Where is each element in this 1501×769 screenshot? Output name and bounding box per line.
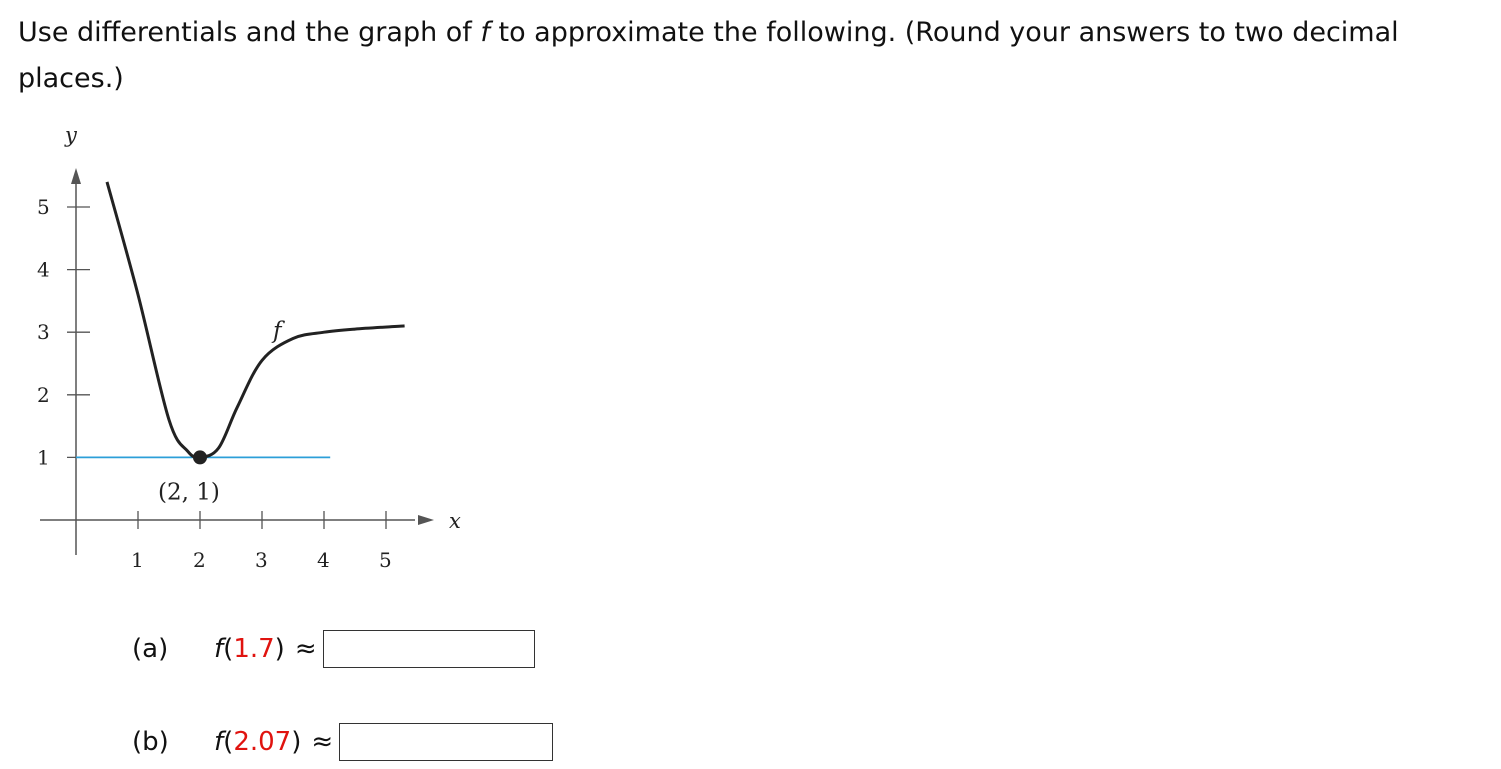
function-curve	[107, 182, 405, 458]
y-axis-arrow	[71, 168, 81, 184]
question-a-part-label: (a)	[132, 634, 169, 664]
problem-statement	[18, 10, 1493, 102]
question-a-close-paren: )	[274, 634, 285, 664]
question-b-close-paren: )	[291, 727, 302, 757]
x-axis-arrow	[418, 515, 434, 525]
question-a-open-paren: (	[223, 634, 234, 664]
y-tick-label: 4	[37, 257, 50, 282]
x-axis-label: x	[449, 509, 461, 533]
problem-function-name: f	[480, 17, 490, 48]
question-b-approx-symbol: ≈	[311, 727, 334, 757]
ticks	[67, 207, 386, 529]
question-b-open-paren: (	[223, 727, 234, 757]
x-tick-label: 1	[131, 548, 144, 572]
problem-text-after: to approximate the following. (Round your answers to two decimal places.)	[18, 17, 1399, 94]
y-tick-label: 3	[37, 320, 50, 345]
x-tick-label: 2	[193, 548, 206, 572]
question-a-argument: 1.7	[233, 634, 275, 664]
y-axis-label: y	[65, 123, 77, 147]
question-a-approx-symbol: ≈	[294, 634, 317, 664]
function-graph	[0, 110, 480, 590]
point-marker	[193, 450, 207, 464]
y-tick-label: 5	[37, 195, 50, 219]
y-tick-label: 1	[37, 445, 50, 470]
answer-input-a[interactable]	[323, 630, 535, 668]
answer-input-b[interactable]	[339, 723, 553, 761]
curve-layer	[107, 182, 405, 464]
x-tick-label: 4	[317, 548, 330, 572]
question-a	[132, 628, 535, 670]
labels-layer	[37, 123, 461, 572]
problem-text-before: Use differentials and the graph of	[18, 17, 481, 48]
x-tick-label: 3	[255, 548, 268, 572]
point-label: (2, 1)	[158, 479, 220, 506]
question-a-function: f	[214, 634, 224, 664]
axes	[40, 168, 434, 555]
question-b-part-label: (b)	[132, 727, 169, 757]
curve-label: f	[273, 318, 282, 344]
question-b	[132, 721, 553, 763]
y-tick-label: 2	[37, 382, 50, 407]
question-b-function: f	[214, 727, 224, 757]
question-b-argument: 2.07	[233, 727, 292, 757]
x-tick-label: 5	[379, 548, 392, 572]
